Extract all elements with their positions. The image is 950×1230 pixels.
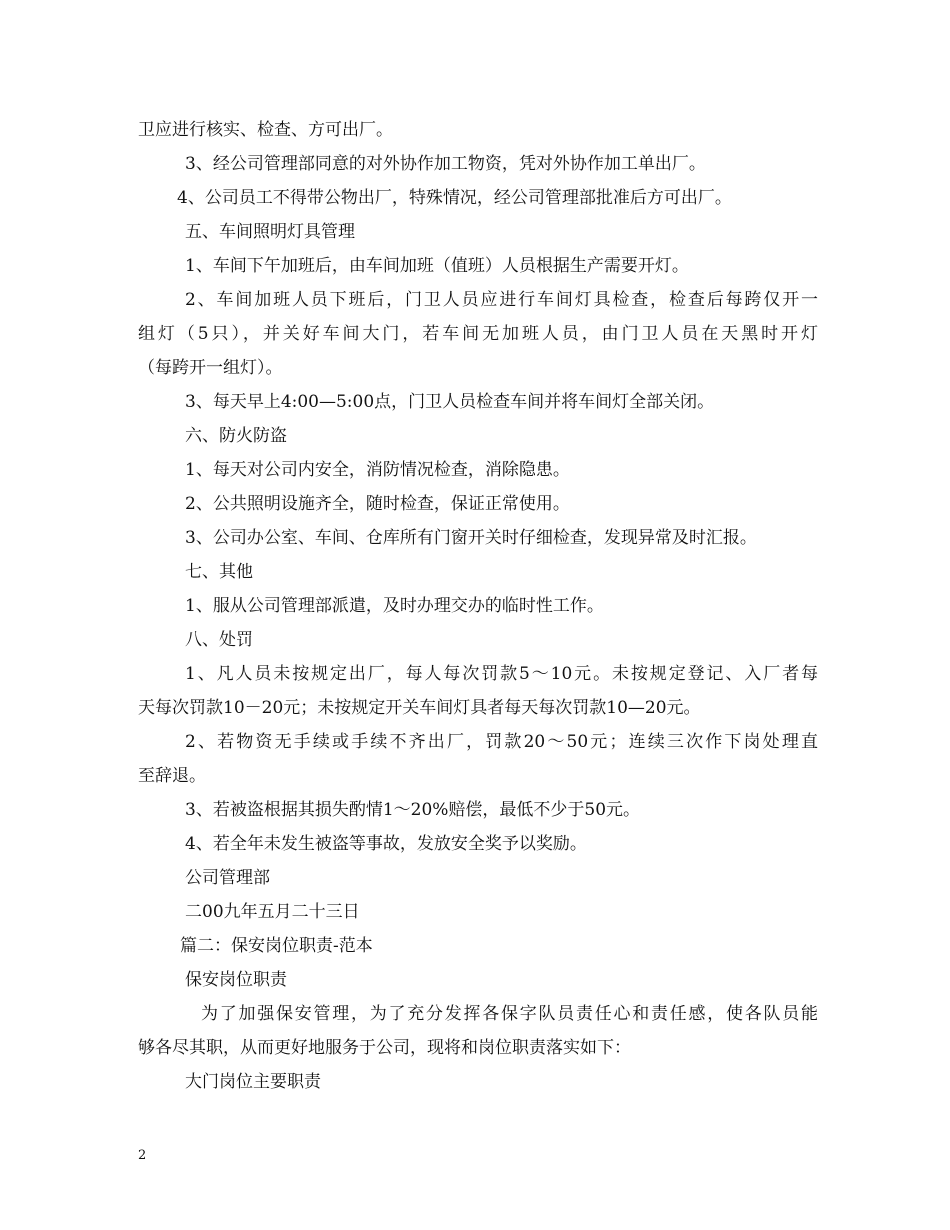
document-body (138, 113, 818, 1099)
text-line: 至辞退。 (138, 766, 206, 786)
section-heading: 八、处罚 (185, 630, 253, 650)
text-line: 天每次罚款10－20元；未按规定开关车间灯具者每天每次罚款10—20元。 (138, 698, 701, 718)
section-heading: 大门岗位主要职责 (185, 1072, 321, 1092)
section-heading: 保安岗位职责 (185, 970, 287, 990)
text-line: 够各尽其职，从而更好地服务于公司，现将和岗位职责落实如下： (138, 1038, 631, 1058)
text-line: 1、凡人员未按规定出厂，每人每次罚款5～10元。未按规定登记、入厂者每 (185, 664, 818, 684)
text-line: 1、每天对公司内安全，消防情况检查，消除隐患。 (185, 460, 570, 480)
text-line: 组灯（5只），并关好车间大门，若车间无加班人员，由门卫人员在天黑时开灯 (138, 324, 818, 344)
text-line: （每跨开一组灯）。 (138, 358, 283, 378)
text-line: 3、每天早上4:00—5:00点，门卫人员检查车间并将车间灯全部关闭。 (185, 392, 715, 412)
text-line: 1、车间下午加班后，由车间加班（值班）人员根据生产需要开灯。 (185, 256, 689, 276)
chapter-title: 篇二：保安岗位职责-范本 (180, 936, 373, 956)
text-line: 3、若被盗根据其损失酌情1～20%赔偿，最低不少于50元。 (185, 800, 641, 820)
section-heading: 七、其他 (185, 562, 253, 582)
text-line: 3、公司办公室、车间、仓库所有门窗开关时仔细检查，发现异常及时汇报。 (185, 528, 757, 548)
signature-date: 二00九年五月二十三日 (185, 902, 360, 922)
text-line: 卫应进行核实、检查、方可出厂。 (138, 120, 393, 140)
text-line: 3、经公司管理部同意的对外协作加工物资，凭对外协作加工单出厂。 (185, 154, 706, 174)
text-line: 2、车间加班人员下班后，门卫人员应进行车间灯具检查，检查后每跨仅开一 (185, 290, 818, 310)
text-line: 2、若物资无手续或手续不齐出厂，罚款20～50元；连续三次作下岗处理直 (185, 732, 818, 752)
text-line: 为了加强保安管理，为了充分发挥各保字队员责任心和责任感，使各队员能 (201, 1004, 818, 1024)
text-line: 4、若全年未发生被盗等事故，发放安全奖予以奖励。 (185, 834, 587, 854)
text-line: 4、公司员工不得带公物出厂，特殊情况，经公司管理部批准后方可出厂。 (177, 188, 732, 208)
page-number: 2 (138, 1148, 147, 1163)
section-heading: 五、车间照明灯具管理 (185, 222, 355, 242)
section-heading: 六、防火防盗 (185, 426, 287, 446)
text-line: 2、公共照明设施齐全，随时检查，保证正常使用。 (185, 494, 570, 514)
text-line: 1、服从公司管理部派遣，及时办理交办的临时性工作。 (185, 596, 604, 616)
signature-department: 公司管理部 (185, 868, 270, 888)
